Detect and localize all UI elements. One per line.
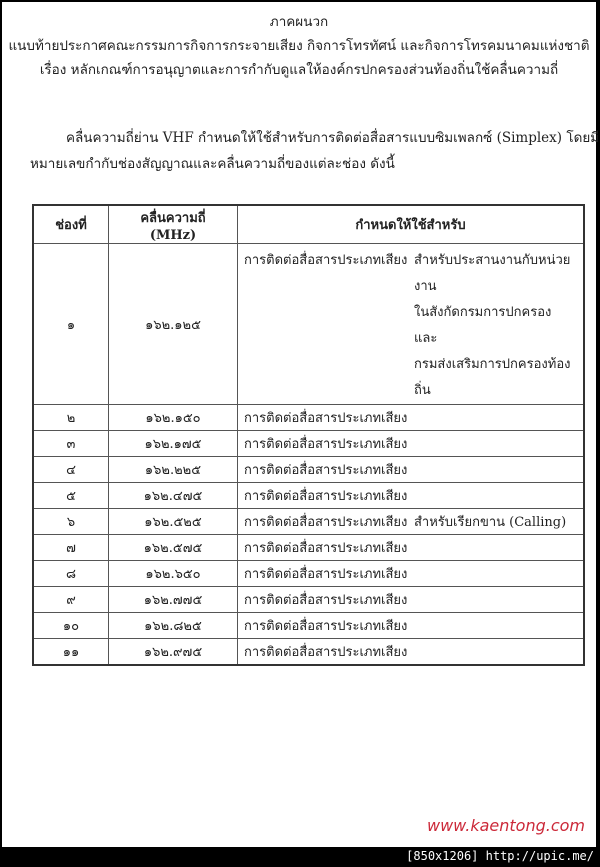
frequency-cell: ๑๖๒.๙๗๕ — [109, 639, 238, 666]
usage-cell — [238, 405, 585, 431]
usage-type: การติดต่อสื่อสารประเภทเสียง — [244, 541, 408, 556]
frequency-cell: ๑๖๒.๗๗๕ — [109, 587, 238, 613]
frequency-cell: ๑๖๒.๖๕๐ — [109, 561, 238, 587]
document-subtitle-2: เรื่อง หลักเกณฑ์การอนุญาตและการกำกับดูแลให้องค์กรปกครองส่วนท้องถิ่นใช้คลื่นความถี่ — [39, 62, 559, 78]
intro-paragraph-line-1: คลื่นความถี่ย่าน VHF กำหนดให้ใช้สำหรับการติดต่อสื่อสารแบบซิมเพลกซ์ (Simplex) โดยมี — [66, 130, 600, 146]
usage-note-line: กรมส่งเสริมการปกครองท้องถิ่น — [414, 357, 571, 398]
frequency-cell: ๑๖๒.๑๒๕ — [109, 244, 238, 405]
table-row — [33, 587, 584, 613]
frequency-cell: ๑๖๒.๑๕๐ — [109, 405, 238, 431]
channel-cell: ๖ — [33, 509, 109, 535]
table-row — [33, 535, 584, 561]
usage-note — [414, 407, 577, 428]
usage-cell — [238, 613, 585, 639]
usage-cell — [238, 509, 585, 535]
header-frequency: คลื่นความถี่ (MHz) — [109, 205, 238, 244]
usage-cell — [238, 587, 585, 613]
channel-cell: ๘ — [33, 561, 109, 587]
channel-cell: ๑ — [33, 244, 109, 405]
frequency-cell: ๑๖๒.๘๒๕ — [109, 613, 238, 639]
channel-cell: ๙ — [33, 587, 109, 613]
usage-note-line: สำหรับประสานงานกับหน่วยงาน — [414, 253, 571, 294]
channel-cell: ๒ — [33, 405, 109, 431]
usage-type: การติดต่อสื่อสารประเภทเสียง — [244, 515, 408, 530]
usage-note — [414, 248, 577, 404]
usage-cell — [238, 431, 585, 457]
usage-note-line: ในสังกัดกรมการปกครอง และ — [414, 305, 552, 346]
usage-type: การติดต่อสื่อสารประเภทเสียง — [244, 437, 408, 452]
usage-type: การติดต่อสื่อสารประเภทเสียง — [244, 463, 408, 478]
usage-type: การติดต่อสื่อสารประเภทเสียง — [244, 593, 408, 608]
table-row — [33, 431, 584, 457]
usage-type: การติดต่อสื่อสารประเภทเสียง — [244, 645, 408, 660]
frequency-cell: ๑๖๒.๕๒๕ — [109, 509, 238, 535]
usage-note — [414, 589, 577, 610]
frequency-cell: ๑๖๒.๕๗๕ — [109, 535, 238, 561]
usage-type: การติดต่อสื่อสารประเภทเสียง — [244, 489, 408, 504]
document-title: ภาคผนวก — [269, 14, 329, 30]
frequency-table — [32, 204, 585, 666]
table-row — [33, 457, 584, 483]
document-page — [2, 2, 600, 847]
table-header-row — [33, 205, 584, 244]
usage-note — [414, 563, 577, 584]
table-row — [33, 483, 584, 509]
usage-note: สำหรับเรียกขาน (Calling) — [414, 515, 567, 530]
usage-type: การติดต่อสื่อสารประเภทเสียง — [244, 411, 408, 426]
channel-cell: ๑๐ — [33, 613, 109, 639]
header-channel: ช่องที่ — [33, 205, 109, 244]
intro-paragraph-line-2: หมายเลขกำกับช่องสัญญาณและคลื่นความถี่ของแต่ละช่อง ดังนี้ — [30, 156, 395, 172]
usage-type: การติดต่อสื่อสารประเภทเสียง — [244, 253, 408, 268]
usage-cell — [238, 457, 585, 483]
table-row — [33, 561, 584, 587]
frequency-cell: ๑๖๒.๑๗๕ — [109, 431, 238, 457]
channel-cell: ๔ — [33, 457, 109, 483]
usage-cell — [238, 483, 585, 509]
frequency-cell: ๑๖๒.๒๒๕ — [109, 457, 238, 483]
usage-note — [414, 641, 577, 662]
usage-type: การติดต่อสื่อสารประเภทเสียง — [244, 619, 408, 634]
usage-note — [414, 537, 577, 558]
usage-cell — [238, 244, 585, 405]
usage-note — [414, 459, 577, 480]
usage-note — [414, 485, 577, 506]
table-row — [33, 639, 584, 666]
usage-cell — [238, 561, 585, 587]
channel-cell: ๗ — [33, 535, 109, 561]
image-info-bar — [0, 847, 600, 867]
header-usage: กำหนดให้ใช้สำหรับ — [238, 205, 585, 244]
document-subtitle-1: แนบท้ายประกาศคณะกรรมการกิจการกระจายเสียง กิจการโทรทัศน์ และกิจการโทรคมนาคมแห่งชาติ — [8, 38, 590, 54]
table-row — [33, 405, 584, 431]
usage-cell — [238, 535, 585, 561]
table-row — [33, 244, 584, 405]
usage-cell — [238, 639, 585, 666]
watermark-url: www.kaentong.com — [427, 816, 585, 835]
table-row — [33, 509, 584, 535]
usage-type: การติดต่อสื่อสารประเภทเสียง — [244, 567, 408, 582]
usage-note — [414, 433, 577, 454]
usage-note — [414, 615, 577, 636]
channel-cell: ๓ — [33, 431, 109, 457]
channel-cell: ๑๑ — [33, 639, 109, 666]
table-row — [33, 613, 584, 639]
image-info-text: [850x1206] http://upic.me/ — [406, 849, 594, 863]
channel-cell: ๕ — [33, 483, 109, 509]
frequency-cell: ๑๖๒.๔๗๕ — [109, 483, 238, 509]
